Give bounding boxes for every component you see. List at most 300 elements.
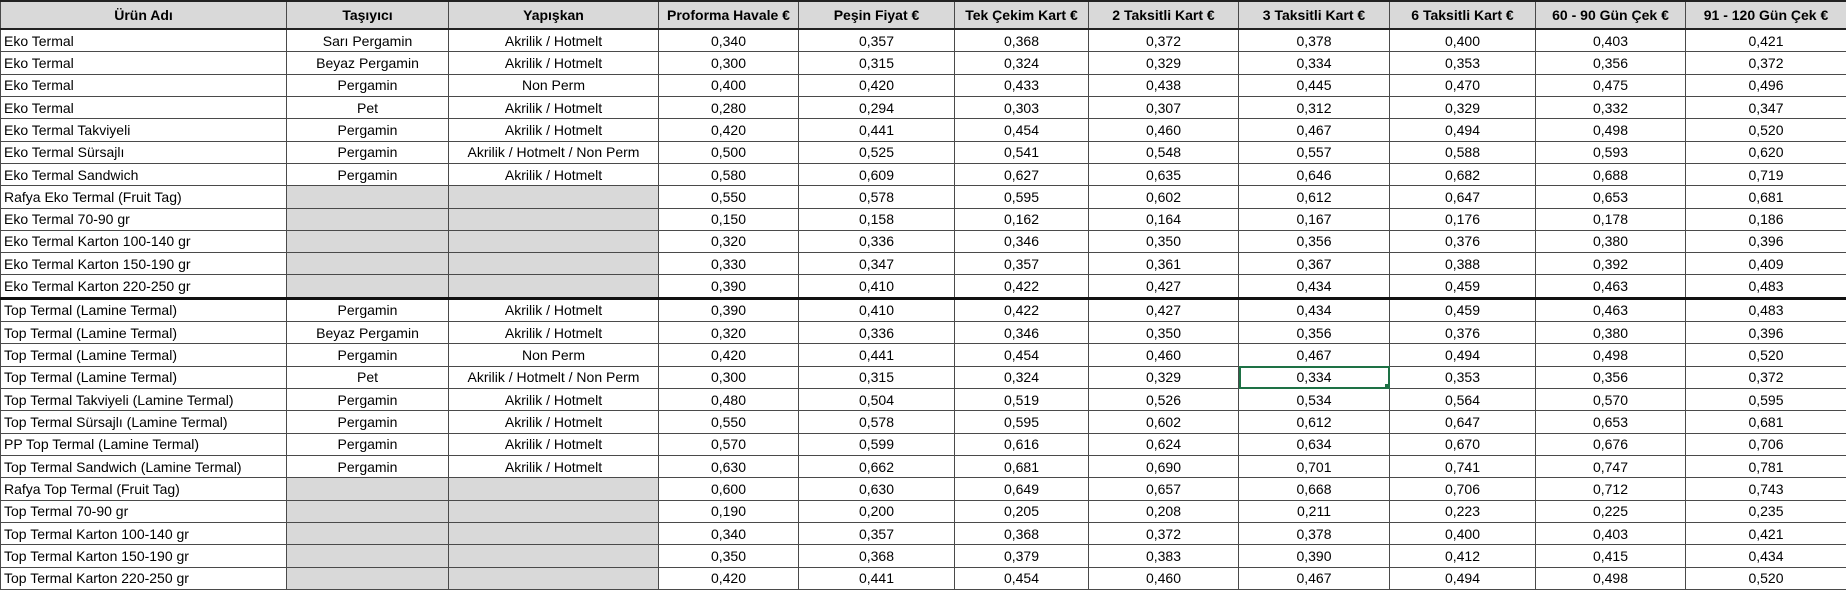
three-installment-cell[interactable]: 0,167 (1239, 208, 1390, 230)
product-name-cell[interactable]: Rafya Eko Termal (Fruit Tag) (1, 186, 287, 208)
three-installment-cell[interactable]: 0,367 (1239, 253, 1390, 275)
product-name-cell[interactable]: Top Termal Takviyeli (Lamine Termal) (1, 389, 287, 411)
three-installment-cell[interactable]: 0,557 (1239, 141, 1390, 163)
check-60-90-cell[interactable]: 0,392 (1536, 253, 1686, 275)
six-installment-cell[interactable]: 0,176 (1390, 208, 1536, 230)
two-installment-cell[interactable]: 0,383 (1089, 545, 1239, 567)
product-name-cell[interactable]: Top Termal Karton 150-190 gr (1, 545, 287, 567)
carrier-cell[interactable] (287, 186, 449, 208)
product-name-cell[interactable]: Top Termal Karton 220-250 gr (1, 567, 287, 589)
table-row (1, 208, 1846, 230)
single-card-cell[interactable]: 0,368 (955, 29, 1089, 52)
six-installment-cell[interactable]: 0,329 (1390, 96, 1536, 118)
check-60-90-cell[interactable]: 0,178 (1536, 208, 1686, 230)
product-name-cell[interactable]: Top Termal Sandwich (Lamine Termal) (1, 455, 287, 477)
adhesive-cell[interactable]: Akrilik / Hotmelt (449, 298, 659, 321)
check-60-90-cell[interactable]: 0,332 (1536, 96, 1686, 118)
product-name-cell[interactable]: Eko Termal Karton 150-190 gr (1, 253, 287, 275)
carrier-cell[interactable]: Pergamin (287, 74, 449, 96)
single-card-cell[interactable]: 0,627 (955, 163, 1089, 185)
three-installment-cell[interactable]: 0,634 (1239, 433, 1390, 455)
six-installment-cell[interactable]: 0,494 (1390, 567, 1536, 589)
carrier-cell[interactable] (287, 545, 449, 567)
cash-price-cell[interactable]: 0,578 (799, 411, 955, 433)
fill-handle[interactable] (1385, 384, 1390, 389)
adhesive-cell[interactable]: Akrilik / Hotmelt (449, 96, 659, 118)
single-card-cell[interactable]: 0,379 (955, 545, 1089, 567)
product-name-cell[interactable]: Top Termal (Lamine Termal) (1, 366, 287, 388)
six-installment-cell[interactable]: 0,470 (1390, 74, 1536, 96)
cash-price-cell[interactable]: 0,441 (799, 119, 955, 141)
adhesive-cell[interactable] (449, 186, 659, 208)
three-installment-cell[interactable]: 0,646 (1239, 163, 1390, 185)
column-header-product[interactable]: Ürün Adı (1, 1, 287, 29)
check-91-120-cell[interactable]: 0,372 (1686, 366, 1846, 388)
carrier-cell[interactable] (287, 522, 449, 544)
carrier-cell[interactable]: Pergamin (287, 344, 449, 366)
six-installment-cell[interactable]: 0,376 (1390, 230, 1536, 252)
single-card-cell[interactable]: 0,324 (955, 366, 1089, 388)
carrier-cell[interactable]: Pergamin (287, 141, 449, 163)
product-name-cell[interactable]: Rafya Top Termal (Fruit Tag) (1, 478, 287, 500)
single-card-cell[interactable]: 0,303 (955, 96, 1089, 118)
check-91-120-cell[interactable]: 0,409 (1686, 253, 1846, 275)
proforma-cell[interactable]: 0,420 (659, 119, 799, 141)
product-name-cell[interactable]: Eko Termal Takviyeli (1, 119, 287, 141)
proforma-cell[interactable]: 0,570 (659, 433, 799, 455)
two-installment-cell[interactable]: 0,350 (1089, 322, 1239, 344)
two-installment-cell[interactable]: 0,624 (1089, 433, 1239, 455)
two-installment-cell[interactable]: 0,372 (1089, 29, 1239, 52)
cash-price-cell[interactable]: 0,357 (799, 29, 955, 52)
adhesive-cell[interactable] (449, 275, 659, 298)
six-installment-cell[interactable]: 0,400 (1390, 29, 1536, 52)
six-installment-cell[interactable]: 0,376 (1390, 322, 1536, 344)
adhesive-cell[interactable]: Non Perm (449, 74, 659, 96)
single-card-cell[interactable]: 0,433 (955, 74, 1089, 96)
three-installment-cell[interactable]: 0,467 (1239, 119, 1390, 141)
single-card-cell[interactable]: 0,454 (955, 119, 1089, 141)
check-60-90-cell[interactable]: 0,498 (1536, 567, 1686, 589)
two-installment-cell[interactable]: 0,307 (1089, 96, 1239, 118)
product-name-cell[interactable]: Eko Termal Karton 220-250 gr (1, 275, 287, 298)
table-row (1, 411, 1846, 433)
proforma-cell[interactable]: 0,350 (659, 545, 799, 567)
check-60-90-cell[interactable]: 0,747 (1536, 455, 1686, 477)
carrier-cell[interactable]: Pergamin (287, 455, 449, 477)
two-installment-cell[interactable]: 0,657 (1089, 478, 1239, 500)
proforma-cell[interactable]: 0,340 (659, 29, 799, 52)
check-91-120-cell[interactable]: 0,681 (1686, 411, 1846, 433)
check-60-90-cell[interactable]: 0,688 (1536, 163, 1686, 185)
cash-price-cell[interactable]: 0,441 (799, 567, 955, 589)
column-header-6-installment[interactable]: 6 Taksitli Kart € (1390, 1, 1536, 29)
table-row (1, 29, 1846, 52)
three-installment-cell[interactable]: 0,356 (1239, 322, 1390, 344)
proforma-cell[interactable]: 0,600 (659, 478, 799, 500)
two-installment-cell[interactable]: 0,635 (1089, 163, 1239, 185)
check-60-90-cell[interactable]: 0,403 (1536, 29, 1686, 52)
two-installment-cell[interactable]: 0,329 (1089, 52, 1239, 74)
single-card-cell[interactable]: 0,324 (955, 52, 1089, 74)
three-installment-cell[interactable]: 0,467 (1239, 344, 1390, 366)
check-91-120-cell[interactable]: 0,396 (1686, 322, 1846, 344)
proforma-cell[interactable]: 0,340 (659, 522, 799, 544)
two-installment-cell[interactable]: 0,329 (1089, 366, 1239, 388)
column-header-carrier[interactable]: Taşıyıcı (287, 1, 449, 29)
product-name-cell[interactable]: PP Top Termal (Lamine Termal) (1, 433, 287, 455)
cash-price-cell[interactable]: 0,368 (799, 545, 955, 567)
adhesive-cell[interactable]: Akrilik / Hotmelt (449, 455, 659, 477)
proforma-cell[interactable]: 0,390 (659, 275, 799, 298)
proforma-cell[interactable]: 0,320 (659, 230, 799, 252)
product-name-cell[interactable]: Eko Termal (1, 29, 287, 52)
adhesive-cell[interactable]: Akrilik / Hotmelt (449, 411, 659, 433)
two-installment-cell[interactable]: 0,460 (1089, 119, 1239, 141)
table-row (1, 52, 1846, 74)
six-installment-cell[interactable]: 0,400 (1390, 522, 1536, 544)
column-header-proforma[interactable]: Proforma Havale € (659, 1, 799, 29)
six-installment-cell[interactable]: 0,706 (1390, 478, 1536, 500)
six-installment-cell[interactable]: 0,412 (1390, 545, 1536, 567)
column-header-single-card[interactable]: Tek Çekim Kart € (955, 1, 1089, 29)
check-91-120-cell[interactable]: 0,186 (1686, 208, 1846, 230)
three-installment-cell[interactable]: 0,668 (1239, 478, 1390, 500)
six-installment-cell[interactable]: 0,682 (1390, 163, 1536, 185)
three-installment-cell[interactable]: 0,211 (1239, 500, 1390, 522)
single-card-cell[interactable]: 0,205 (955, 500, 1089, 522)
six-installment-cell[interactable]: 0,494 (1390, 344, 1536, 366)
single-card-cell[interactable]: 0,368 (955, 522, 1089, 544)
adhesive-cell[interactable]: Akrilik / Hotmelt / Non Perm (449, 141, 659, 163)
cash-price-cell[interactable]: 0,630 (799, 478, 955, 500)
cash-price-cell[interactable]: 0,420 (799, 74, 955, 96)
six-installment-cell[interactable]: 0,647 (1390, 411, 1536, 433)
check-91-120-cell[interactable]: 0,396 (1686, 230, 1846, 252)
proforma-cell[interactable]: 0,420 (659, 344, 799, 366)
three-installment-cell[interactable]: 0,445 (1239, 74, 1390, 96)
carrier-cell[interactable] (287, 230, 449, 252)
three-installment-cell[interactable]: 0,467 (1239, 567, 1390, 589)
product-name-cell[interactable]: Top Termal Karton 100-140 gr (1, 522, 287, 544)
two-installment-cell[interactable]: 0,427 (1089, 298, 1239, 321)
six-installment-cell[interactable]: 0,564 (1390, 389, 1536, 411)
single-card-cell[interactable]: 0,454 (955, 567, 1089, 589)
check-91-120-cell[interactable]: 0,347 (1686, 96, 1846, 118)
check-91-120-cell[interactable]: 0,706 (1686, 433, 1846, 455)
column-header-cash[interactable]: Peşin Fiyat € (799, 1, 955, 29)
single-card-cell[interactable]: 0,616 (955, 433, 1089, 455)
proforma-cell[interactable]: 0,150 (659, 208, 799, 230)
check-60-90-cell[interactable]: 0,380 (1536, 322, 1686, 344)
proforma-cell[interactable]: 0,190 (659, 500, 799, 522)
product-name-cell[interactable]: Eko Termal 70-90 gr (1, 208, 287, 230)
three-installment-cell[interactable]: 0,378 (1239, 29, 1390, 52)
proforma-cell[interactable]: 0,480 (659, 389, 799, 411)
check-91-120-cell[interactable]: 0,520 (1686, 567, 1846, 589)
six-installment-cell[interactable]: 0,223 (1390, 500, 1536, 522)
adhesive-cell[interactable]: Akrilik / Hotmelt (449, 389, 659, 411)
check-91-120-cell[interactable]: 0,595 (1686, 389, 1846, 411)
three-installment-cell[interactable]: 0,612 (1239, 186, 1390, 208)
cash-price-cell[interactable]: 0,662 (799, 455, 955, 477)
six-installment-cell[interactable]: 0,741 (1390, 455, 1536, 477)
check-91-120-cell[interactable]: 0,421 (1686, 29, 1846, 52)
table-body (1, 29, 1846, 590)
two-installment-cell[interactable]: 0,350 (1089, 230, 1239, 252)
two-installment-cell[interactable]: 0,427 (1089, 275, 1239, 298)
check-60-90-cell[interactable]: 0,225 (1536, 500, 1686, 522)
proforma-cell[interactable]: 0,550 (659, 186, 799, 208)
adhesive-cell[interactable]: Akrilik / Hotmelt (449, 29, 659, 52)
adhesive-cell[interactable]: Akrilik / Hotmelt (449, 52, 659, 74)
product-name-cell[interactable]: Eko Termal (1, 52, 287, 74)
two-installment-cell[interactable]: 0,602 (1089, 186, 1239, 208)
check-60-90-cell[interactable]: 0,403 (1536, 522, 1686, 544)
single-card-cell[interactable]: 0,357 (955, 253, 1089, 275)
check-91-120-cell[interactable]: 0,483 (1686, 298, 1846, 321)
three-installment-cell[interactable]: 0,378 (1239, 522, 1390, 544)
carrier-cell[interactable]: Beyaz Pergamin (287, 322, 449, 344)
check-60-90-cell[interactable]: 0,475 (1536, 74, 1686, 96)
check-60-90-cell[interactable]: 0,356 (1536, 366, 1686, 388)
single-card-cell[interactable]: 0,595 (955, 411, 1089, 433)
three-installment-cell[interactable]: 0,312 (1239, 96, 1390, 118)
proforma-cell[interactable]: 0,390 (659, 298, 799, 321)
cash-price-cell[interactable]: 0,441 (799, 344, 955, 366)
two-installment-cell[interactable]: 0,438 (1089, 74, 1239, 96)
cash-price-cell[interactable]: 0,599 (799, 433, 955, 455)
check-91-120-cell[interactable]: 0,681 (1686, 186, 1846, 208)
carrier-cell[interactable] (287, 253, 449, 275)
carrier-cell[interactable]: Pet (287, 366, 449, 388)
adhesive-cell[interactable]: Non Perm (449, 344, 659, 366)
cash-price-cell[interactable]: 0,336 (799, 230, 955, 252)
cash-price-cell[interactable]: 0,357 (799, 522, 955, 544)
three-installment-cell[interactable]: 0,434 (1239, 275, 1390, 298)
adhesive-cell[interactable]: Akrilik / Hotmelt (449, 119, 659, 141)
two-installment-cell[interactable]: 0,690 (1089, 455, 1239, 477)
check-91-120-cell[interactable]: 0,520 (1686, 344, 1846, 366)
table-row (1, 478, 1846, 500)
single-card-cell[interactable]: 0,681 (955, 455, 1089, 477)
two-installment-cell[interactable]: 0,548 (1089, 141, 1239, 163)
proforma-cell[interactable]: 0,550 (659, 411, 799, 433)
cash-price-cell[interactable]: 0,200 (799, 500, 955, 522)
check-91-120-cell[interactable]: 0,781 (1686, 455, 1846, 477)
column-header-2-installment[interactable]: 2 Taksitli Kart € (1089, 1, 1239, 29)
adhesive-cell[interactable] (449, 567, 659, 589)
check-91-120-cell[interactable]: 0,483 (1686, 275, 1846, 298)
check-91-120-cell[interactable]: 0,421 (1686, 522, 1846, 544)
carrier-cell[interactable] (287, 275, 449, 298)
carrier-cell[interactable]: Pergamin (287, 119, 449, 141)
carrier-cell[interactable] (287, 208, 449, 230)
six-installment-cell[interactable]: 0,459 (1390, 298, 1536, 321)
check-60-90-cell[interactable]: 0,498 (1536, 344, 1686, 366)
two-installment-cell[interactable]: 0,164 (1089, 208, 1239, 230)
cash-price-cell[interactable]: 0,347 (799, 253, 955, 275)
two-installment-cell[interactable]: 0,460 (1089, 567, 1239, 589)
check-91-120-cell[interactable]: 0,620 (1686, 141, 1846, 163)
single-card-cell[interactable]: 0,519 (955, 389, 1089, 411)
proforma-cell[interactable]: 0,400 (659, 74, 799, 96)
check-60-90-cell[interactable]: 0,570 (1536, 389, 1686, 411)
adhesive-cell[interactable]: Akrilik / Hotmelt (449, 163, 659, 185)
six-installment-cell[interactable]: 0,353 (1390, 52, 1536, 74)
product-name-cell[interactable]: Top Termal (Lamine Termal) (1, 344, 287, 366)
table-row (1, 230, 1846, 252)
three-installment-cell[interactable]: 0,534 (1239, 389, 1390, 411)
table-row (1, 433, 1846, 455)
carrier-cell[interactable] (287, 478, 449, 500)
single-card-cell[interactable]: 0,422 (955, 298, 1089, 321)
check-91-120-cell[interactable]: 0,520 (1686, 119, 1846, 141)
product-name-cell[interactable]: Top Termal (Lamine Termal) (1, 298, 287, 321)
carrier-cell[interactable]: Pergamin (287, 163, 449, 185)
cash-price-cell[interactable]: 0,315 (799, 52, 955, 74)
check-91-120-cell[interactable]: 0,743 (1686, 478, 1846, 500)
adhesive-cell[interactable]: Akrilik / Hotmelt (449, 433, 659, 455)
proforma-cell[interactable]: 0,330 (659, 253, 799, 275)
proforma-cell[interactable]: 0,500 (659, 141, 799, 163)
adhesive-cell[interactable]: Akrilik / Hotmelt (449, 322, 659, 344)
adhesive-cell[interactable] (449, 230, 659, 252)
single-card-cell[interactable]: 0,454 (955, 344, 1089, 366)
check-91-120-cell[interactable]: 0,235 (1686, 500, 1846, 522)
product-name-cell[interactable]: Top Termal Sürsajlı (Lamine Termal) (1, 411, 287, 433)
single-card-cell[interactable]: 0,422 (955, 275, 1089, 298)
three-installment-cell[interactable]: 0,356 (1239, 230, 1390, 252)
check-60-90-cell[interactable]: 0,676 (1536, 433, 1686, 455)
product-name-cell[interactable]: Eko Termal (1, 96, 287, 118)
three-installment-cell[interactable]: 0,334 (1239, 52, 1390, 74)
cash-price-cell[interactable]: 0,609 (799, 163, 955, 185)
carrier-cell[interactable]: Pergamin (287, 389, 449, 411)
product-name-cell[interactable]: Top Termal 70-90 gr (1, 500, 287, 522)
product-name-cell[interactable]: Top Termal (Lamine Termal) (1, 322, 287, 344)
cash-price-cell[interactable]: 0,158 (799, 208, 955, 230)
three-installment-cell[interactable]: 0,612 (1239, 411, 1390, 433)
carrier-cell[interactable] (287, 567, 449, 589)
proforma-cell[interactable]: 0,420 (659, 567, 799, 589)
single-card-cell[interactable]: 0,346 (955, 230, 1089, 252)
cash-price-cell[interactable]: 0,315 (799, 366, 955, 388)
three-installment-cell[interactable]: 0,434 (1239, 298, 1390, 321)
column-header-60-90-check[interactable]: 60 - 90 Gün Çek € (1536, 1, 1686, 29)
product-name-cell[interactable]: Eko Termal (1, 74, 287, 96)
column-header-adhesive[interactable]: Yapışkan (449, 1, 659, 29)
product-name-cell[interactable]: Eko Termal Sandwich (1, 163, 287, 185)
single-card-cell[interactable]: 0,595 (955, 186, 1089, 208)
selected-cell[interactable]: 0,334 (1239, 366, 1390, 388)
check-60-90-cell[interactable]: 0,356 (1536, 52, 1686, 74)
three-installment-cell[interactable]: 0,701 (1239, 455, 1390, 477)
single-card-cell[interactable]: 0,162 (955, 208, 1089, 230)
column-header-91-120-check[interactable]: 91 - 120 Gün Çek € (1686, 1, 1846, 29)
check-91-120-cell[interactable]: 0,719 (1686, 163, 1846, 185)
cash-price-cell[interactable]: 0,410 (799, 275, 955, 298)
column-header-3-installment[interactable]: 3 Taksitli Kart € (1239, 1, 1390, 29)
check-60-90-cell[interactable]: 0,498 (1536, 119, 1686, 141)
proforma-cell[interactable]: 0,580 (659, 163, 799, 185)
cash-price-cell[interactable]: 0,504 (799, 389, 955, 411)
six-installment-cell[interactable]: 0,588 (1390, 141, 1536, 163)
six-installment-cell[interactable]: 0,670 (1390, 433, 1536, 455)
check-91-120-cell[interactable]: 0,372 (1686, 52, 1846, 74)
carrier-cell[interactable]: Sarı Pergamin (287, 29, 449, 52)
two-installment-cell[interactable]: 0,460 (1089, 344, 1239, 366)
six-installment-cell[interactable]: 0,353 (1390, 366, 1536, 388)
check-60-90-cell[interactable]: 0,463 (1536, 298, 1686, 321)
carrier-cell[interactable]: Pergamin (287, 433, 449, 455)
check-60-90-cell[interactable]: 0,463 (1536, 275, 1686, 298)
table-row (1, 389, 1846, 411)
single-card-cell[interactable]: 0,346 (955, 322, 1089, 344)
check-60-90-cell[interactable]: 0,653 (1536, 186, 1686, 208)
carrier-cell[interactable]: Pergamin (287, 298, 449, 321)
product-name-cell[interactable]: Eko Termal Karton 100-140 gr (1, 230, 287, 252)
two-installment-cell[interactable]: 0,372 (1089, 522, 1239, 544)
single-card-cell[interactable]: 0,649 (955, 478, 1089, 500)
check-60-90-cell[interactable]: 0,380 (1536, 230, 1686, 252)
table-row (1, 322, 1846, 344)
proforma-cell[interactable]: 0,280 (659, 96, 799, 118)
two-installment-cell[interactable]: 0,526 (1089, 389, 1239, 411)
two-installment-cell[interactable]: 0,208 (1089, 500, 1239, 522)
two-installment-cell[interactable]: 0,602 (1089, 411, 1239, 433)
adhesive-cell[interactable] (449, 208, 659, 230)
cash-price-cell[interactable]: 0,525 (799, 141, 955, 163)
six-installment-cell[interactable]: 0,647 (1390, 186, 1536, 208)
proforma-cell[interactable]: 0,630 (659, 455, 799, 477)
adhesive-cell[interactable]: Akrilik / Hotmelt / Non Perm (449, 366, 659, 388)
six-installment-cell[interactable]: 0,388 (1390, 253, 1536, 275)
check-60-90-cell[interactable]: 0,593 (1536, 141, 1686, 163)
check-60-90-cell[interactable]: 0,415 (1536, 545, 1686, 567)
carrier-cell[interactable] (287, 500, 449, 522)
check-91-120-cell[interactable]: 0,434 (1686, 545, 1846, 567)
two-installment-cell[interactable]: 0,361 (1089, 253, 1239, 275)
cash-price-cell[interactable]: 0,336 (799, 322, 955, 344)
three-installment-cell[interactable]: 0,390 (1239, 545, 1390, 567)
carrier-cell[interactable]: Beyaz Pergamin (287, 52, 449, 74)
single-card-cell[interactable]: 0,541 (955, 141, 1089, 163)
adhesive-cell[interactable] (449, 522, 659, 544)
six-installment-cell[interactable]: 0,494 (1390, 119, 1536, 141)
proforma-cell[interactable]: 0,300 (659, 366, 799, 388)
adhesive-cell[interactable] (449, 478, 659, 500)
table-row (1, 96, 1846, 118)
table-row (1, 141, 1846, 163)
cash-price-cell[interactable]: 0,578 (799, 186, 955, 208)
adhesive-cell[interactable] (449, 253, 659, 275)
carrier-cell[interactable]: Pet (287, 96, 449, 118)
check-60-90-cell[interactable]: 0,653 (1536, 411, 1686, 433)
product-name-cell[interactable]: Eko Termal Sürsajlı (1, 141, 287, 163)
adhesive-cell[interactable] (449, 545, 659, 567)
check-60-90-cell[interactable]: 0,712 (1536, 478, 1686, 500)
cash-price-cell[interactable]: 0,410 (799, 298, 955, 321)
table-row (1, 567, 1846, 589)
proforma-cell[interactable]: 0,320 (659, 322, 799, 344)
proforma-cell[interactable]: 0,300 (659, 52, 799, 74)
adhesive-cell[interactable] (449, 500, 659, 522)
cash-price-cell[interactable]: 0,294 (799, 96, 955, 118)
carrier-cell[interactable]: Pergamin (287, 411, 449, 433)
six-installment-cell[interactable]: 0,459 (1390, 275, 1536, 298)
check-91-120-cell[interactable]: 0,496 (1686, 74, 1846, 96)
